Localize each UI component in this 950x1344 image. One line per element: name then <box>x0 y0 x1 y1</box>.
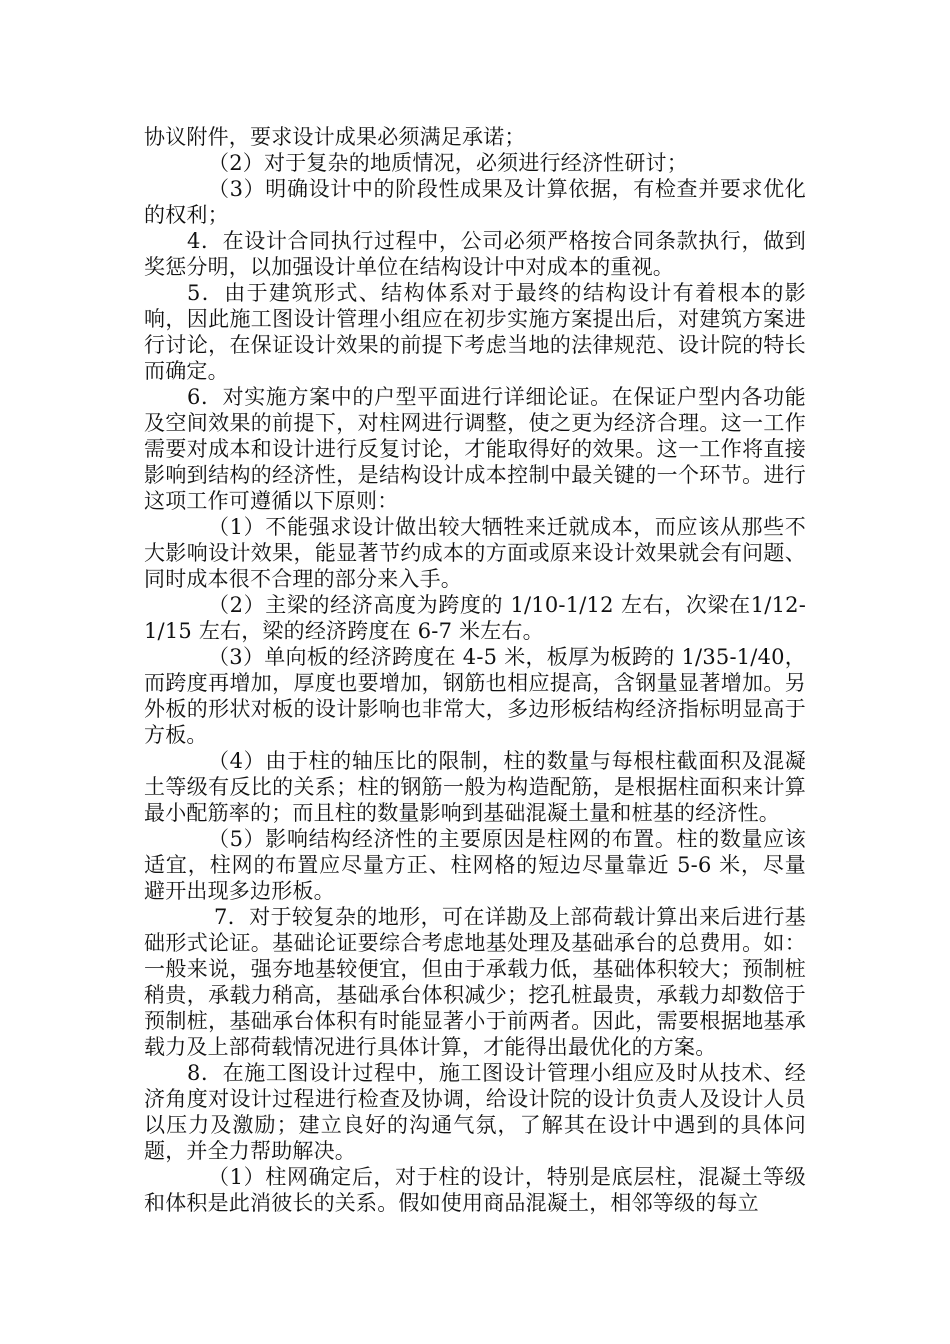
document-body <box>144 124 806 1216</box>
paragraph-principle-3: （3）单向板的经济跨度在 4-5 米，板厚为板跨的 1/35-1/40，而跨度再增加，厚度也要增加，钢筋也相应提高，含钢量显著增加。另外板的形状对板的设计影响也非常大，多边形板结构经济指标明显高于方板。 <box>144 645 806 747</box>
paragraph-principle-2: （2）主梁的经济高度为跨度的 1/10-1/12 左右，次梁在1/12-1/15 左右，梁的经济跨度在 6-7 米左右。 <box>144 593 806 643</box>
paragraph-section-4: 4．在设计合同执行过程中，公司必须严格按合同条款执行，做到奖惩分明，以加强设计单位在结构设计中对成本的重视。 <box>144 229 806 279</box>
paragraph-principle-4: （4）由于柱的轴压比的限制，柱的数量与每根柱截面积及混凝土等级有反比的关系；柱的钢筋一般为构造配筋，是根据柱面积来计算最小配筋率的；而且柱的数量影响到基础混凝土量和桩基的经济性。 <box>144 749 806 825</box>
paragraph-continuation: 协议附件，要求设计成果必须满足承诺； <box>144 125 526 149</box>
paragraph-principle-1: （1）不能强求设计做出较大牺牲来迁就成本，而应该从那些不大影响设计效果，能显著节约成本的方面或原来设计效果就会有问题、同时成本很不合理的部分来入手。 <box>144 515 806 591</box>
paragraph-section-7: 7．对于较复杂的地形，可在详勘及上部荷载计算出来后进行基础形式论证。基础论证要综合考虑地基处理及基础承台的总费用。如：一般来说，强夯地基较便宜，但由于承载力低，基础体积较大；预制桩稍贵，承载力稍高，基础承台体积减少；挖孔桩最贵，承载力却数倍于预制桩，基础承台体积有时能显著小于前两者。因此，需要根据地基承载力及上部荷载情况进行具体计算，才能得出最优化的方案。 <box>144 905 806 1059</box>
paragraph-item-2: （2）对于复杂的地质情况，必须进行经济性研讨； <box>208 151 688 175</box>
paragraph-section-8: 8．在施工图设计过程中，施工图设计管理小组应及时从技术、经济角度对设计过程进行检查及协调，给设计院的设计负责人及设计人员以压力及激励；建立良好的沟通气氛，了解其在设计中遇到的具体问题，并全力帮助解决。 <box>144 1061 806 1163</box>
paragraph-section-6: 6．对实施方案中的户型平面进行详细论证。在保证户型内各功能及空间效果的前提下，对柱网进行调整，使之更为经济合理。这一工作需要对成本和设计进行反复讨论，才能取得好的效果。这一工作将直接影响到结构的经济性，是结构设计成本控制中最关键的一个环节。进行这项工作可遵循以下原则： <box>144 385 806 513</box>
paragraph-item-8-1: （1）柱网确定后，对于柱的设计，特别是底层柱，混凝土等级和体积是此消彼长的关系。假如使用商品混凝土，相邻等级的每立 <box>144 1165 806 1215</box>
paragraph-item-3: （3）明确设计中的阶段性成果及计算依据，有检查并要求优化的权利； <box>144 177 806 227</box>
paragraph-section-5: 5．由于建筑形式、结构体系对于最终的结构设计有着根本的影响，因此施工图设计管理小组应在初步实施方案提出后，对建筑方案进行讨论，在保证设计效果的前提下考虑当地的法律规范、设计院的特长而确定。 <box>144 281 806 383</box>
paragraph-principle-5: （5）影响结构经济性的主要原因是柱网的布置。柱的数量应该适宜，柱网的布置应尽量方正、柱网格的短边尽量靠近 5-6 米，尽量避开出现多边形板。 <box>144 827 806 903</box>
